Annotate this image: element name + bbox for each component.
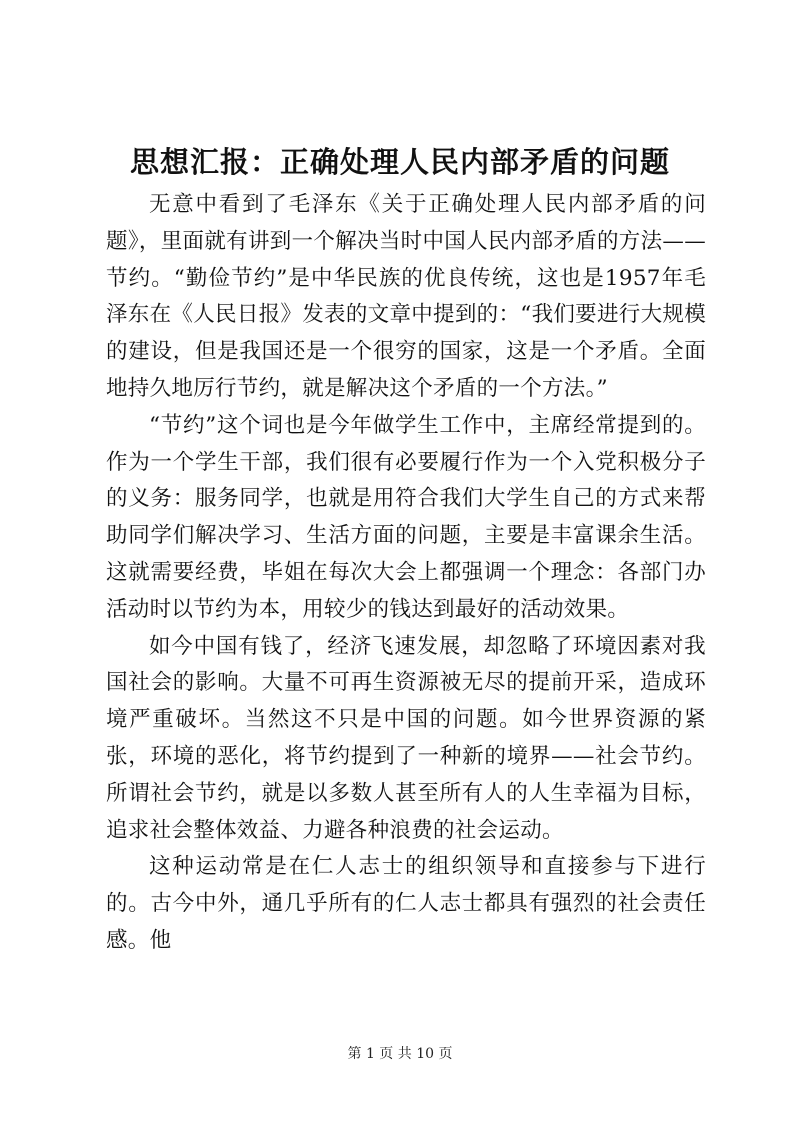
paragraph-1: 无意中看到了毛泽东《关于正确处理人民内部矛盾的问题》，里面就有讲到一个解决当时中国人民内部矛盾的方法——节约。“勤俭节约”是中华民族的优良传统，这也是1957年毛泽东在《人民日报》发表的文章中提到的：“我们要进行大规模的建设，但是我国还是一个很穷的国家，这是一个矛盾。全面地持久地厉行节约，就是解决这个矛盾的一个方法。” [106,192,706,401]
page-title: 思想汇报：正确处理人民内部矛盾的问题 [129,145,670,179]
paragraph-4: 这种运动常是在仁人志士的组织领导和直接参与下进行的。古今中外，通几乎所有的仁人志士都具有强烈的社会责任感。他 [106,854,706,953]
paragraph-2: “节约”这个词也是今年做学生工作中，主席经常提到的。作为一个学生干部，我们很有必要履行作为一个入党积极分子的义务：服务同学，也就是用符合我们大学生自己的方式来帮助同学们解决学习、生活方面的问题，主要是丰富课余生活。这就需要经费，毕姐在每次大会上都强调一个理念：各部门办活动时以节约为本，用较少的钱达到最好的活动效果。 [106,412,706,622]
document-body [106,187,706,960]
page-number-footer: 第 1 页 共 10 页 [347,1046,453,1062]
paragraph-3: 如今中国有钱了，经济飞速发展，却忽略了环境因素对我国社会的影响。大量不可再生资源被无尽的提前开采，造成环境严重破坏。当然这不只是中国的问题。如今世界资源的紧张，环境的恶化，将节约提到了一种新的境界——社会节约。所谓社会节约，就是以多数人甚至所有人的人生幸福为目标，追求社会整体效益、力避各种浪费的社会运动。 [106,633,706,843]
